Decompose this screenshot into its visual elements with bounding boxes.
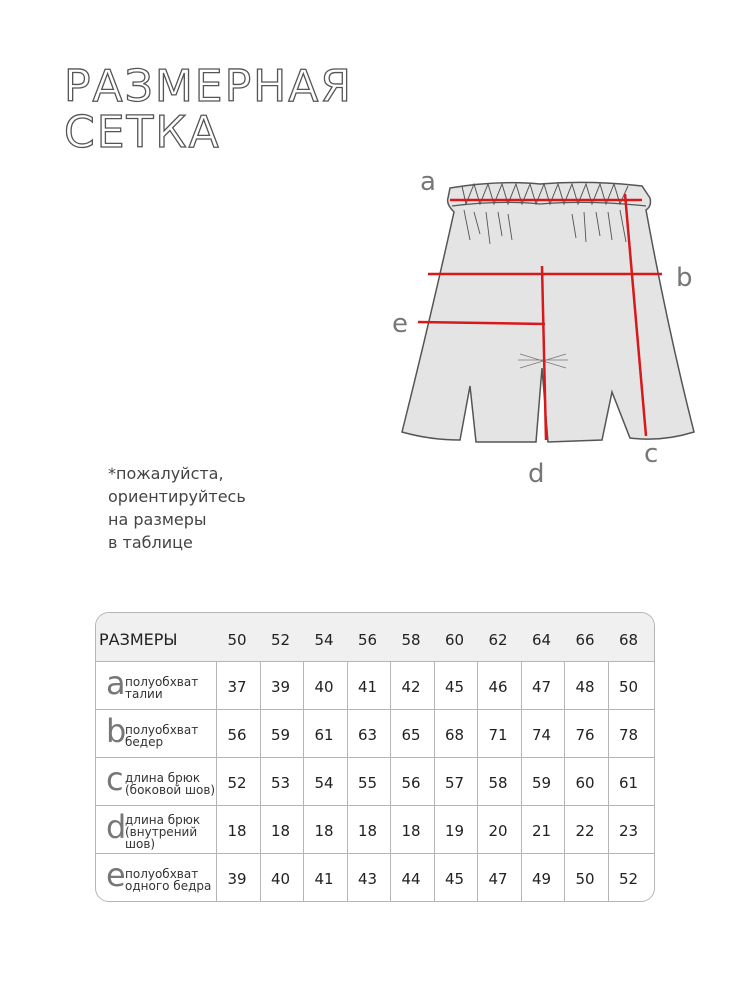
row-description-line: полуобхват [125,675,199,689]
table-cell: 71 [488,726,508,744]
row-description-line: полуобхват [125,867,199,881]
header-label: РАЗМЕРЫ [99,630,178,649]
table-cell: 53 [270,774,291,792]
size-header-cell: 56 [357,631,378,649]
table-row-label [96,661,216,709]
table-cell: 19 [444,822,465,840]
table-cell: 61 [618,774,639,792]
table-cell: 22 [575,822,595,840]
page-title-line-1: РАЗМЕРНАЯ [64,61,353,112]
table-cell: 74 [531,726,552,744]
row-description-line: длина брюк [125,813,201,827]
page-title [64,61,353,158]
row-letter: a [106,664,126,702]
label-c: c [644,439,659,469]
row-description-line: (боковой шов) [125,783,216,797]
table-cell: 52 [618,870,639,888]
row-description-line: одного бедра [125,879,212,893]
table-cell: 44 [401,870,421,888]
row-letter: c [106,760,124,798]
table-cell: 47 [531,678,552,696]
table-row-label [96,709,216,757]
table-cell: 68 [444,726,465,744]
table-cell: 45 [444,678,465,696]
row-description [125,868,211,892]
table-cell: 39 [270,678,291,696]
table-cell: 50 [618,678,639,696]
table-row-label [96,853,216,901]
size-header-cell: 58 [401,631,421,649]
table-cell: 48 [575,678,595,696]
size-header-cell: 64 [531,631,552,649]
table-cell: 18 [314,822,334,840]
label-d: d [528,459,545,489]
table-cell: 60 [575,774,595,792]
table-cell: 40 [314,678,334,696]
table-cell: 56 [401,774,421,792]
row-letter: b [106,712,127,750]
table-cell: 18 [401,822,421,840]
size-note-line-3: на размеры [108,510,207,529]
table-cell: 21 [531,822,552,840]
row-description-line: длина брюк [125,771,201,785]
table-cell: 54 [314,774,334,792]
label-e: e [392,309,408,339]
table-cell: 58 [488,774,508,792]
table-cell: 59 [270,726,291,744]
table-header-row [96,613,654,662]
table-cell: 18 [227,822,247,840]
size-header-cell: 60 [444,631,465,649]
table-cell: 39 [227,870,247,888]
table-cell: 61 [314,726,334,744]
table-cell: 47 [488,870,508,888]
row-description-line: шов) [125,837,156,851]
size-header-cell: 52 [270,631,291,649]
table-cell: 41 [314,870,334,888]
table-cell: 45 [444,870,465,888]
table-row-label [96,757,216,805]
size-header-cell: 66 [575,631,595,649]
row-description [125,676,198,700]
table-cell: 37 [227,678,247,696]
table-cell: 41 [357,678,378,696]
table-cell: 76 [575,726,595,744]
page-title-line-2: СЕТКА [64,107,221,158]
shorts-measurement-diagram [390,160,710,490]
size-header-cell: 50 [227,631,247,649]
row-description [125,772,215,796]
shorts-outline [402,182,694,442]
table-cell: 43 [357,870,378,888]
table-cell: 20 [488,822,508,840]
table-cell: 65 [401,726,421,744]
table-cell: 49 [531,870,552,888]
size-note-line-2: ориентируйтесь [108,487,246,506]
label-b: b [676,263,693,293]
row-description-line: (внутрений [125,825,198,839]
table-cell: 46 [488,678,508,696]
table-cell: 18 [270,822,291,840]
size-note [108,462,246,554]
size-table [95,612,655,902]
row-description [125,814,200,850]
label-a: a [420,167,436,197]
size-header-cell: 54 [314,631,334,649]
table-cell: 57 [444,774,465,792]
row-description [125,724,198,748]
table-cell: 40 [270,870,291,888]
row-letter: d [106,808,127,846]
table-cell: 63 [357,726,378,744]
table-cell: 55 [357,774,378,792]
table-cell: 59 [531,774,552,792]
size-header-cell: 68 [618,631,639,649]
table-cell: 56 [227,726,247,744]
row-description-line: бедер [125,735,164,749]
row-letter: e [106,856,126,894]
row-description-line: талии [125,687,163,701]
table-cell: 50 [575,870,595,888]
size-header-cell: 62 [488,631,508,649]
table-cell: 42 [401,678,421,696]
table-cell: 23 [618,822,639,840]
table-cell: 18 [357,822,378,840]
table-row-label [96,805,216,853]
table-cell: 78 [618,726,639,744]
table-cell: 52 [227,774,247,792]
size-note-line-1: *пожалуйста, [108,464,224,483]
size-note-line-4: в таблице [108,533,193,552]
row-description-line: полуобхват [125,723,199,737]
